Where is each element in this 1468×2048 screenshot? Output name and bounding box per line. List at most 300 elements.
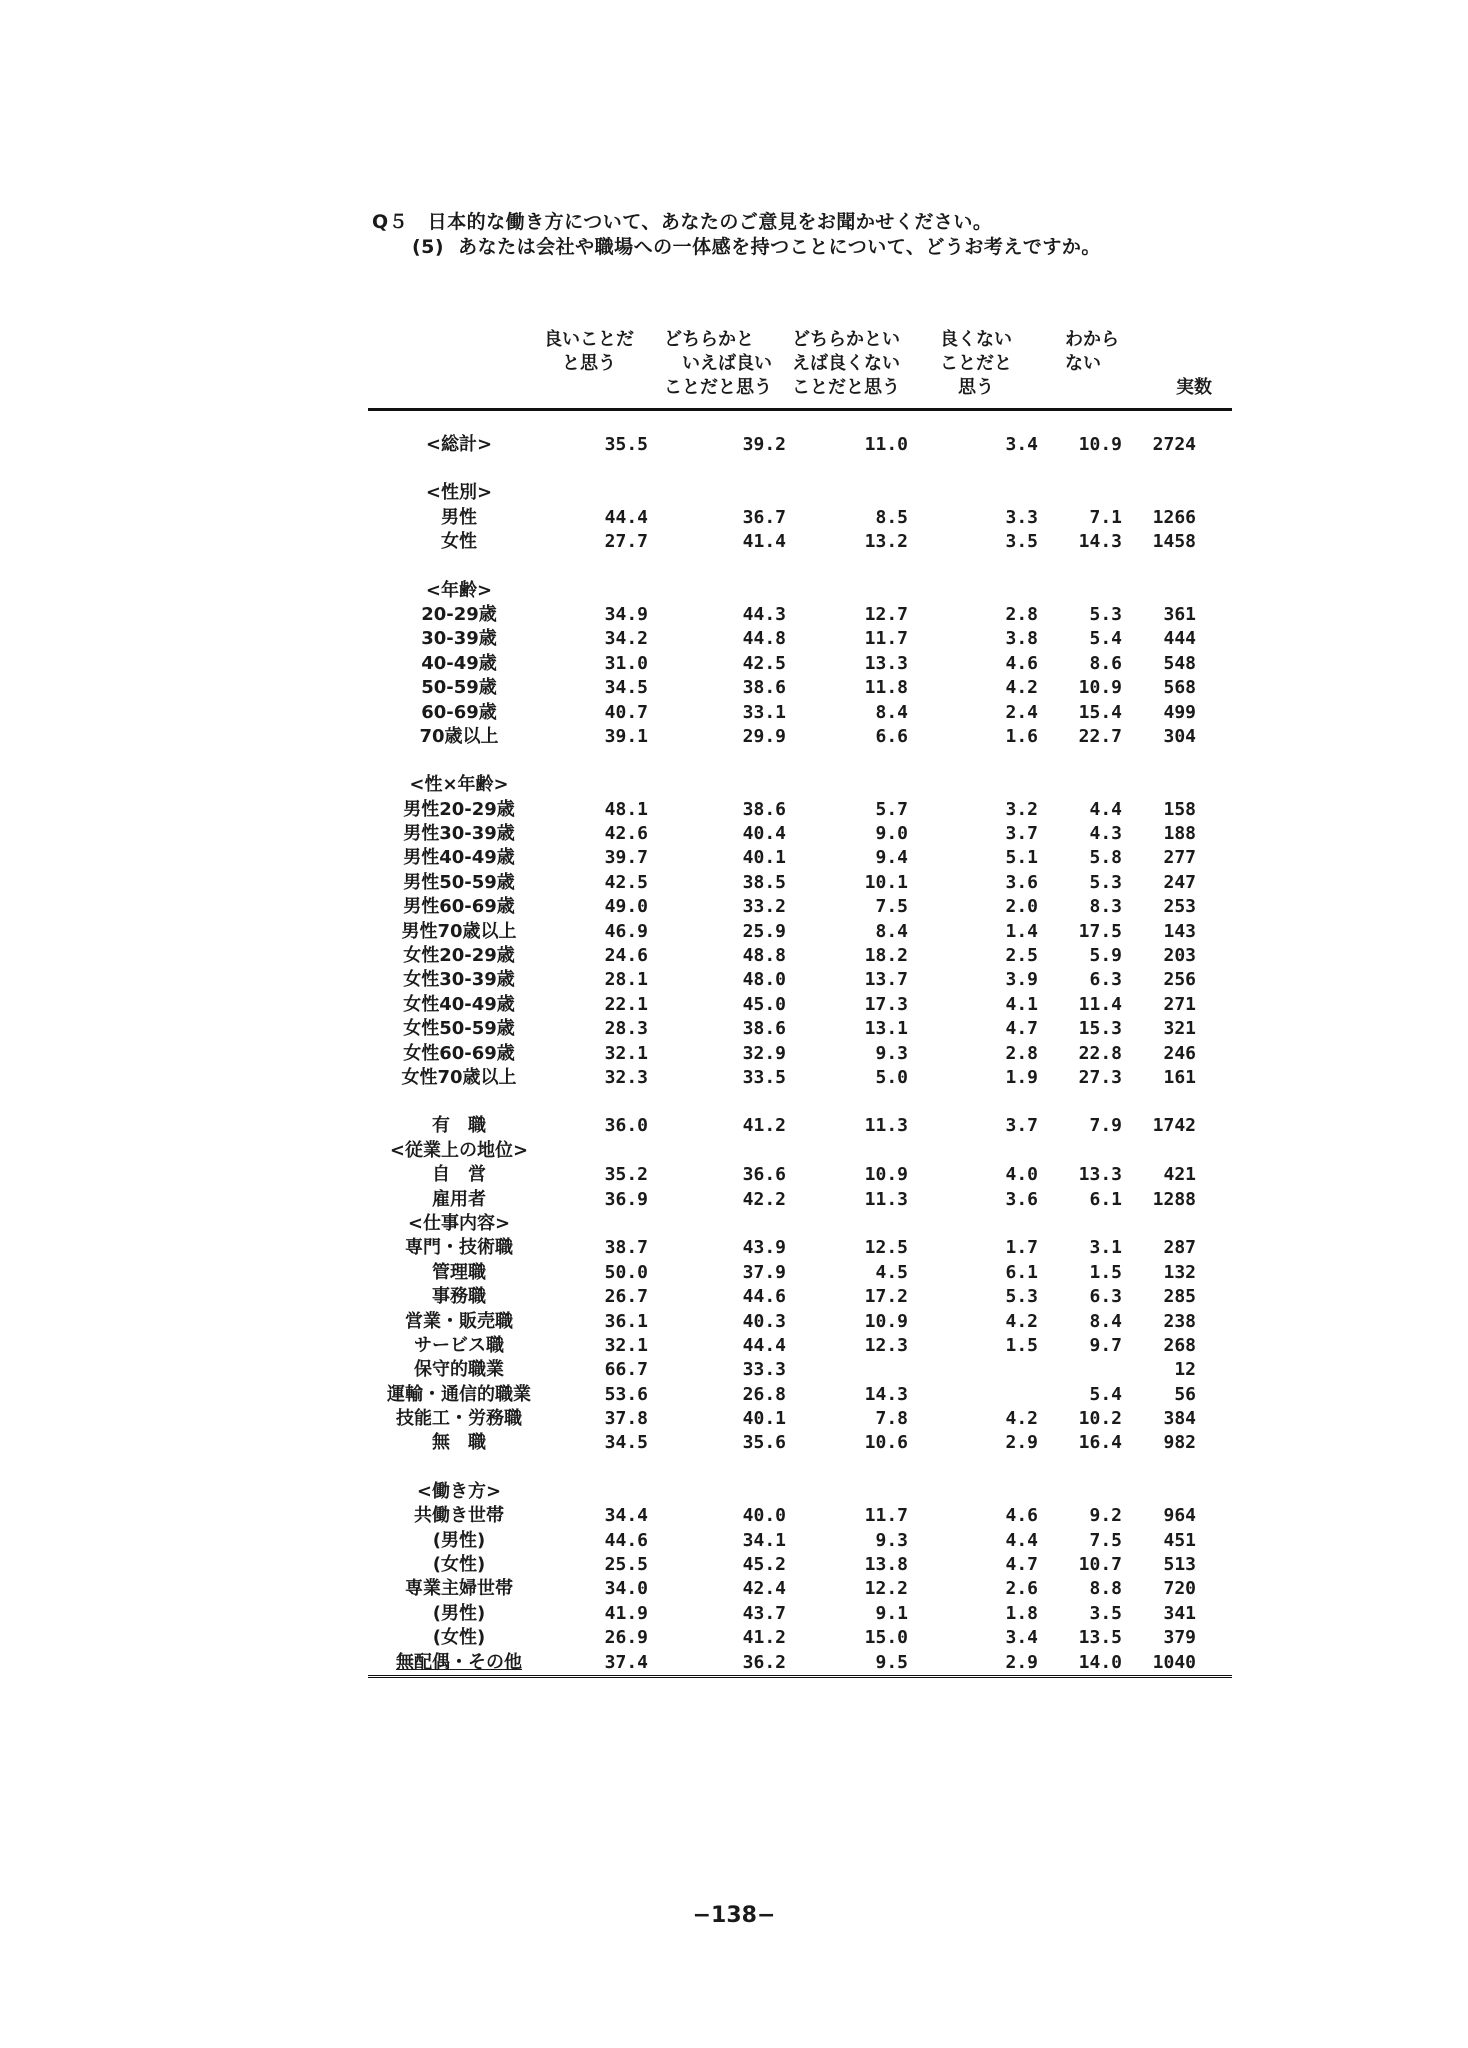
cell-value: 5.3 <box>1089 871 1122 893</box>
cell-value: 5.9 <box>1089 945 1122 967</box>
table-row <box>368 1188 1232 1212</box>
cell-value: 7.5 <box>875 896 908 918</box>
group-heading <box>368 1480 1232 1504</box>
cell-value: 40.3 <box>742 1310 786 1332</box>
cell-value: 17.3 <box>864 993 908 1015</box>
section-gap <box>368 457 1232 481</box>
table-header <box>368 328 1232 411</box>
cell-value: 8.3 <box>1089 896 1122 918</box>
cell-value: 9.1 <box>875 1602 908 1624</box>
cell-value: 45.2 <box>742 1554 786 1576</box>
cell-count: 964 <box>1163 1505 1196 1527</box>
cell-value: 26.9 <box>604 1627 648 1649</box>
cell-value: 36.1 <box>604 1310 648 1332</box>
table-row <box>368 1285 1232 1309</box>
cell-value: 41.9 <box>604 1602 648 1624</box>
cell-value: 13.2 <box>864 531 908 553</box>
cell-value: 40.1 <box>742 1408 786 1430</box>
row-label: 管理職 <box>432 1261 486 1283</box>
cell-value: 4.7 <box>1005 1554 1038 1576</box>
table-row <box>368 822 1232 846</box>
cell-count: 56 <box>1174 1383 1196 1405</box>
cell-value: 27.7 <box>604 531 648 553</box>
cell-value: 10.9 <box>1078 434 1122 455</box>
cell-value: 35.5 <box>604 434 648 455</box>
cell-value: 1.6 <box>1005 725 1038 747</box>
cell-value: 4.1 <box>1005 993 1038 1015</box>
cell-value: 24.6 <box>604 945 648 967</box>
table-body <box>368 411 1232 1678</box>
table-row <box>368 1553 1232 1577</box>
cell-value: 4.7 <box>1005 1018 1038 1040</box>
cell-value: 2.4 <box>1005 701 1038 723</box>
cell-value: 1.9 <box>1005 1066 1038 1088</box>
cell-count: 188 <box>1163 823 1196 845</box>
cell-value: 42.4 <box>742 1578 786 1600</box>
table-row <box>368 1651 1232 1678</box>
group-heading <box>368 1212 1232 1236</box>
cell-count: 161 <box>1163 1066 1196 1088</box>
cell-value: 37.4 <box>604 1651 648 1673</box>
row-label: 男性40-49歳 <box>403 847 515 869</box>
cell-value: 33.3 <box>742 1359 786 1381</box>
row-label: 専門・技術職 <box>405 1237 513 1259</box>
cell-value: 10.1 <box>864 871 908 893</box>
row-label: 運輸・通信的職業 <box>387 1383 531 1405</box>
cell-value: 49.0 <box>604 896 648 918</box>
cell-value: 5.4 <box>1089 628 1122 650</box>
table-row <box>368 993 1232 1017</box>
cell-value: 36.6 <box>742 1164 786 1186</box>
cell-value: 4.2 <box>1005 677 1038 699</box>
table-row <box>368 944 1232 968</box>
cell-value: 33.5 <box>742 1066 786 1088</box>
cell-value: 40.0 <box>742 1505 786 1527</box>
table-row <box>368 1310 1232 1334</box>
table-row <box>368 701 1232 725</box>
cell-value: 9.7 <box>1089 1334 1122 1356</box>
row-label: 女性60-69歳 <box>403 1042 515 1064</box>
cell-value: 34.9 <box>604 603 648 625</box>
cell-value: 15.3 <box>1078 1018 1122 1040</box>
cell-value: 44.4 <box>742 1334 786 1356</box>
cell-value: 3.5 <box>1089 1602 1122 1624</box>
cell-count: 321 <box>1163 1018 1196 1040</box>
table-row <box>368 895 1232 919</box>
cell-count: 132 <box>1163 1261 1196 1283</box>
cell-value: 28.1 <box>604 969 648 991</box>
cell-count: 1288 <box>1152 1188 1196 1210</box>
cell-value: 36.0 <box>604 1115 648 1137</box>
row-label: 20-29歳 <box>421 603 497 625</box>
cell-value: 5.3 <box>1005 1286 1038 1308</box>
cell-value: 7.1 <box>1089 506 1122 528</box>
section-gap <box>368 1456 1232 1480</box>
table-row <box>368 1626 1232 1650</box>
table-row <box>368 1504 1232 1528</box>
cell-value: 41.4 <box>742 531 786 553</box>
cell-value: 5.4 <box>1089 1383 1122 1405</box>
cell-value: 2.6 <box>1005 1578 1038 1600</box>
cell-value: 53.6 <box>604 1383 648 1405</box>
cell-value: 3.4 <box>1005 434 1038 455</box>
cell-value: 13.7 <box>864 969 908 991</box>
group-heading <box>368 773 1232 797</box>
table-row <box>368 798 1232 822</box>
cell-count: 268 <box>1163 1334 1196 1356</box>
cell-value: 42.5 <box>604 871 648 893</box>
group-heading-label: <働き方> <box>416 1480 502 1502</box>
cell-value: 34.5 <box>604 677 648 699</box>
cell-value: 5.7 <box>875 798 908 820</box>
cell-value: 5.8 <box>1089 847 1122 869</box>
cell-count: 341 <box>1163 1602 1196 1624</box>
row-label: 男性50-59歳 <box>403 871 515 893</box>
cell-value: 2.9 <box>1005 1432 1038 1454</box>
cell-count: 246 <box>1163 1042 1196 1064</box>
cell-value: 4.2 <box>1005 1408 1038 1430</box>
cell-value: 13.5 <box>1078 1627 1122 1649</box>
cell-value: 40.1 <box>742 847 786 869</box>
group-heading-label: <仕事内容> <box>407 1212 511 1234</box>
cell-count: 285 <box>1163 1286 1196 1308</box>
cell-value: 11.8 <box>864 677 908 699</box>
cell-value: 6.1 <box>1089 1188 1122 1210</box>
cell-value: 31.0 <box>604 652 648 674</box>
row-label: 雇用者 <box>432 1188 486 1210</box>
cell-count: 513 <box>1163 1554 1196 1576</box>
section-gap <box>368 1090 1232 1114</box>
cell-value: 32.3 <box>604 1066 648 1088</box>
cell-value: 41.2 <box>742 1627 786 1649</box>
cell-value: 26.8 <box>742 1383 786 1405</box>
row-label: (男性) <box>432 1602 486 1624</box>
cell-value: 14.3 <box>1078 531 1122 553</box>
cell-value: 41.2 <box>742 1115 786 1137</box>
cell-value: 44.6 <box>742 1286 786 1308</box>
cell-value: 5.3 <box>1089 603 1122 625</box>
row-label: 女性40-49歳 <box>403 993 515 1015</box>
cell-value: 10.9 <box>1078 677 1122 699</box>
cell-value: 33.2 <box>742 896 786 918</box>
cell-value: 11.3 <box>864 1188 908 1210</box>
cell-count: 720 <box>1163 1578 1196 1600</box>
cell-value: 4.6 <box>1005 652 1038 674</box>
cell-value: 2.0 <box>1005 896 1038 918</box>
table-row <box>368 1017 1232 1041</box>
cell-count: 247 <box>1163 871 1196 893</box>
cell-value: 4.0 <box>1005 1164 1038 1186</box>
row-label: 60-69歳 <box>421 701 497 723</box>
cell-value: 17.5 <box>1078 920 1122 942</box>
cell-value: 8.6 <box>1089 652 1122 674</box>
cell-value: 6.6 <box>875 725 908 747</box>
table-row <box>368 1431 1232 1455</box>
section-gap <box>368 555 1232 579</box>
cell-count: 548 <box>1163 652 1196 674</box>
cell-count: 568 <box>1163 677 1196 699</box>
table-row <box>368 676 1232 700</box>
cell-value: 9.3 <box>875 1529 908 1551</box>
question-title: Q５ 日本的な働き方について、あなたのご意見をお聞かせください。 <box>372 211 993 233</box>
table-row <box>368 652 1232 676</box>
table-row <box>368 1383 1232 1407</box>
cell-value: 22.7 <box>1078 725 1122 747</box>
cell-value: 39.7 <box>604 847 648 869</box>
row-label: 共働き世帯 <box>414 1505 504 1527</box>
cell-value: 44.3 <box>742 603 786 625</box>
table-row <box>368 846 1232 870</box>
cell-value: 12.5 <box>864 1237 908 1259</box>
cell-value: 2.8 <box>1005 603 1038 625</box>
cell-value: 6.3 <box>1089 1286 1122 1308</box>
cell-value: 40.4 <box>742 823 786 845</box>
page-number: −138− <box>692 1903 776 1928</box>
cell-value: 35.6 <box>742 1432 786 1454</box>
table-row <box>368 1529 1232 1553</box>
cell-value: 27.3 <box>1078 1066 1122 1088</box>
cell-value: 9.3 <box>875 1042 908 1064</box>
cell-value: 34.4 <box>604 1505 648 1527</box>
cell-value: 32.1 <box>604 1334 648 1356</box>
cell-value: 3.7 <box>1005 1115 1038 1137</box>
section-gap <box>368 749 1232 773</box>
cell-value: 14.3 <box>864 1383 908 1405</box>
cell-count: 238 <box>1163 1310 1196 1332</box>
table-row <box>368 1114 1232 1138</box>
cell-value: 46.9 <box>604 920 648 942</box>
cell-value: 10.7 <box>1078 1554 1122 1576</box>
table-row <box>368 1236 1232 1260</box>
cell-count: 256 <box>1163 969 1196 991</box>
cell-value: 44.4 <box>604 506 648 528</box>
cell-count: 143 <box>1163 920 1196 942</box>
row-label: 無 職 <box>432 1432 486 1454</box>
table-row <box>368 725 1232 749</box>
table-row <box>368 1066 1232 1090</box>
group-heading-label: <性×年齢> <box>409 774 509 796</box>
cell-value: 4.4 <box>1005 1529 1038 1551</box>
cell-value: 34.1 <box>742 1529 786 1551</box>
cell-value: 3.4 <box>1005 1627 1038 1649</box>
cell-value: 43.7 <box>742 1602 786 1624</box>
cell-value: 26.7 <box>604 1286 648 1308</box>
cell-value: 9.2 <box>1089 1505 1122 1527</box>
row-label: <総計> <box>425 434 493 455</box>
cell-count: 158 <box>1163 798 1196 820</box>
cell-count: 1266 <box>1152 506 1196 528</box>
table-row <box>368 1407 1232 1431</box>
cell-value: 14.0 <box>1078 1651 1122 1673</box>
table-row <box>368 968 1232 992</box>
cell-count: 277 <box>1163 847 1196 869</box>
table-row <box>368 1334 1232 1358</box>
cell-value: 8.8 <box>1089 1578 1122 1600</box>
cell-count: 1458 <box>1152 531 1196 553</box>
cell-value: 12.3 <box>864 1334 908 1356</box>
cell-value: 28.3 <box>604 1018 648 1040</box>
cell-value: 4.6 <box>1005 1505 1038 1527</box>
group-heading <box>368 579 1232 603</box>
cell-value: 34.0 <box>604 1578 648 1600</box>
cell-value: 12.2 <box>864 1578 908 1600</box>
cell-value: 5.0 <box>875 1066 908 1088</box>
cell-value: 1.5 <box>1089 1261 1122 1283</box>
row-label: 女性20-29歳 <box>403 945 515 967</box>
cell-value: 16.4 <box>1078 1432 1122 1454</box>
cell-count: 361 <box>1163 603 1196 625</box>
cell-value: 8.4 <box>875 920 908 942</box>
row-label: 70歳以上 <box>419 725 499 747</box>
column-header: どちらかと いえば良い ことだと思う <box>664 329 772 398</box>
cell-value: 48.0 <box>742 969 786 991</box>
cell-value: 39.2 <box>742 434 786 455</box>
cell-value: 38.5 <box>742 871 786 893</box>
cell-value: 50.0 <box>604 1261 648 1283</box>
cell-value: 39.1 <box>604 725 648 747</box>
cell-value: 10.2 <box>1078 1408 1122 1430</box>
cell-value: 44.6 <box>604 1529 648 1551</box>
table-row <box>368 506 1232 530</box>
cell-value: 48.8 <box>742 945 786 967</box>
column-header: 良いことだ と思う <box>544 329 634 374</box>
cell-value: 3.2 <box>1005 798 1038 820</box>
cell-value: 3.6 <box>1005 1188 1038 1210</box>
cell-value: 3.6 <box>1005 871 1038 893</box>
cell-value: 4.5 <box>875 1261 908 1283</box>
group-heading <box>368 481 1232 505</box>
row-label: 男性30-39歳 <box>403 823 515 845</box>
cell-value: 36.7 <box>742 506 786 528</box>
cell-value: 1.8 <box>1005 1602 1038 1624</box>
table-row <box>368 1577 1232 1601</box>
table-row <box>368 920 1232 944</box>
row-label: 女性50-59歳 <box>403 1018 515 1040</box>
cell-value: 9.4 <box>875 847 908 869</box>
cell-value: 22.1 <box>604 993 648 1015</box>
cell-count: 12 <box>1174 1359 1196 1381</box>
row-label: (男性) <box>432 1529 486 1551</box>
cell-value: 10.9 <box>864 1310 908 1332</box>
cell-value: 38.6 <box>742 677 786 699</box>
cell-value: 8.5 <box>875 506 908 528</box>
cell-value: 5.1 <box>1005 847 1038 869</box>
cell-value: 2.8 <box>1005 1042 1038 1064</box>
cell-value: 42.5 <box>742 652 786 674</box>
cell-value: 25.9 <box>742 920 786 942</box>
column-header-count: 実数 <box>1176 377 1212 398</box>
row-label: 自 営 <box>432 1164 486 1186</box>
cell-value: 11.3 <box>864 1115 908 1137</box>
cell-value: 22.8 <box>1078 1042 1122 1064</box>
cell-value: 6.1 <box>1005 1261 1038 1283</box>
cell-value: 37.9 <box>742 1261 786 1283</box>
cell-value: 7.9 <box>1089 1115 1122 1137</box>
row-label: 専業主婦世帯 <box>405 1578 513 1600</box>
cell-count: 982 <box>1163 1432 1196 1454</box>
group-heading-label: <年齢> <box>425 579 493 601</box>
cell-value: 32.1 <box>604 1042 648 1064</box>
row-label: 営業・販売職 <box>405 1310 513 1332</box>
table-row <box>368 871 1232 895</box>
cell-value: 8.4 <box>1089 1310 1122 1332</box>
cell-count: 1040 <box>1152 1651 1196 1673</box>
cell-value: 38.6 <box>742 798 786 820</box>
cell-value: 9.5 <box>875 1651 908 1673</box>
cell-value: 4.2 <box>1005 1310 1038 1332</box>
cell-value: 11.0 <box>864 434 908 455</box>
column-header: わから ない <box>1065 329 1119 374</box>
row-label: 保守的職業 <box>414 1359 504 1381</box>
cell-value: 11.7 <box>864 628 908 650</box>
cell-value: 3.7 <box>1005 823 1038 845</box>
cell-count: 1742 <box>1152 1115 1196 1137</box>
cell-value: 8.4 <box>875 701 908 723</box>
cell-count: 253 <box>1163 896 1196 918</box>
cell-value: 1.5 <box>1005 1334 1038 1356</box>
row-label: 女性30-39歳 <box>403 969 515 991</box>
cell-value: 3.3 <box>1005 506 1038 528</box>
cell-value: 35.2 <box>604 1164 648 1186</box>
question-subtitle <box>412 232 1101 259</box>
cell-value: 9.0 <box>875 823 908 845</box>
cell-count: 379 <box>1163 1627 1196 1649</box>
column-header: どちらかとい えば良くない ことだと思う <box>792 329 900 398</box>
table-row <box>368 1358 1232 1382</box>
cell-value: 40.7 <box>604 701 648 723</box>
cell-value: 3.9 <box>1005 969 1038 991</box>
row-label: 男性60-69歳 <box>403 896 515 918</box>
cell-value: 2.5 <box>1005 945 1038 967</box>
cell-value: 45.0 <box>742 993 786 1015</box>
cell-value: 33.1 <box>742 701 786 723</box>
cell-value: 11.7 <box>864 1505 908 1527</box>
cell-value: 38.7 <box>604 1237 648 1259</box>
cell-value: 42.2 <box>742 1188 786 1210</box>
row-label: 男性70歳以上 <box>401 920 517 942</box>
cell-value: 11.4 <box>1078 993 1122 1015</box>
group-heading <box>368 1139 1232 1163</box>
row-label: 男性20-29歳 <box>403 798 515 820</box>
row-label: (女性) <box>432 1554 486 1576</box>
question-sub-text: あなたは会社や職場への一体感を持つことについて、どうお考えですか。 <box>458 236 1101 258</box>
row-label: 事務職 <box>432 1286 486 1308</box>
cell-count: 271 <box>1163 993 1196 1015</box>
cell-value: 15.0 <box>864 1627 908 1649</box>
cell-value: 10.9 <box>864 1164 908 1186</box>
cell-value: 6.3 <box>1089 969 1122 991</box>
cell-value: 3.1 <box>1089 1237 1122 1259</box>
cell-value: 13.1 <box>864 1018 908 1040</box>
cell-value: 10.6 <box>864 1432 908 1454</box>
table-row <box>368 1163 1232 1187</box>
group-heading-label: <従業上の地位> <box>389 1139 529 1161</box>
row-label: サービス職 <box>414 1334 504 1356</box>
group-heading-label: <性別> <box>425 482 493 504</box>
row-label: 40-49歳 <box>421 652 497 674</box>
cell-value: 37.8 <box>604 1408 648 1430</box>
cell-value: 34.2 <box>604 628 648 650</box>
cell-value: 36.2 <box>742 1651 786 1673</box>
row-label: 30-39歳 <box>421 628 497 650</box>
cell-value: 1.4 <box>1005 920 1038 942</box>
cell-count: 203 <box>1163 945 1196 967</box>
cell-value: 4.3 <box>1089 823 1122 845</box>
cell-value: 36.9 <box>604 1188 648 1210</box>
cell-count: 451 <box>1163 1529 1196 1551</box>
table-row <box>368 1042 1232 1066</box>
cell-value: 3.5 <box>1005 531 1038 553</box>
